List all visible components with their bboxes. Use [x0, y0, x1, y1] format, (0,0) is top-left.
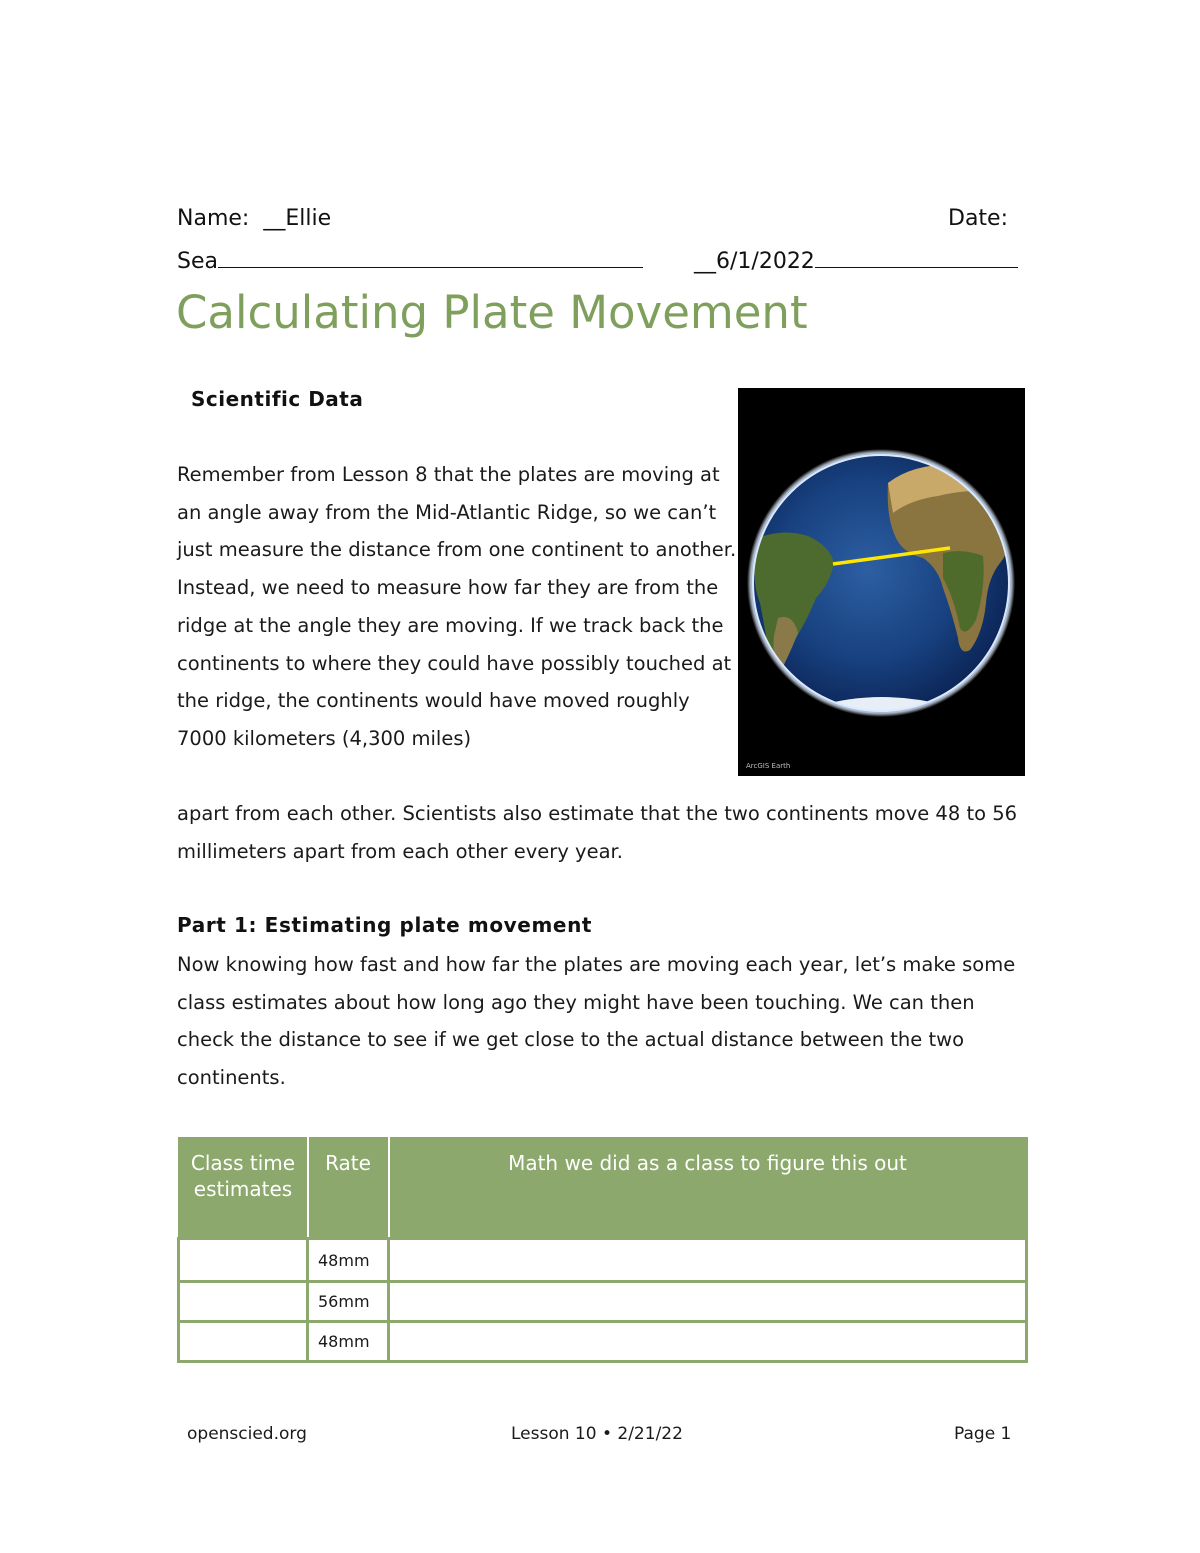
name-date-row: [177, 204, 1025, 234]
name-value: __Ellie: [263, 206, 332, 231]
header-rate: Rate: [308, 1138, 389, 1239]
estimates-table: [177, 1137, 1028, 1363]
part1-heading: Part 1: Estimating plate movement: [177, 913, 593, 937]
date-field: [694, 245, 1018, 277]
globe-illustration: [738, 388, 1025, 776]
estimate-cell[interactable]: [179, 1282, 308, 1322]
scientific-data-paragraph-continued: apart from each other. Scientists also estimate that the two continents move 48 to 56 millimeters apart from each other every year.: [177, 802, 1018, 863]
rate-cell: 56mm: [308, 1282, 389, 1322]
math-cell[interactable]: [389, 1322, 1027, 1362]
estimate-cell[interactable]: [179, 1239, 308, 1282]
part1-paragraph: Now knowing how fast and how far the plates are moving each year, let’s make some class estimates about how long ago they might have been touching. We can then check the distance to see if we get close to the actual distance between the two continents.: [177, 953, 1016, 1090]
footer-site: openscied.org: [187, 1424, 307, 1444]
header-math: Math we did as a class to figure this out: [389, 1138, 1027, 1239]
page-title: Calculating Plate Movement: [176, 286, 808, 339]
table-row: [179, 1282, 1027, 1322]
rate-cell: 48mm: [308, 1239, 389, 1282]
header-class-time-estimates: Class time estimates: [179, 1138, 308, 1239]
scientific-data-heading: Scientific Data: [191, 387, 364, 411]
table-row: [179, 1239, 1027, 1282]
math-cell[interactable]: [389, 1239, 1027, 1282]
footer-page-number: Page 1: [954, 1424, 1012, 1444]
image-credit: ArcGIS Earth: [746, 762, 791, 770]
math-cell[interactable]: [389, 1282, 1027, 1322]
name-underline: [218, 245, 643, 268]
globe-image: [738, 388, 1025, 776]
date-underline: [815, 245, 1018, 268]
estimate-cell[interactable]: [179, 1322, 308, 1362]
date-label: Date:: [948, 206, 1008, 231]
date-value: __6/1/2022: [694, 249, 815, 274]
name-value-continued: Sea: [177, 249, 218, 274]
table-row: [179, 1322, 1027, 1362]
name-date-line-continued: [177, 245, 1025, 277]
name-label: Name:: [177, 206, 250, 231]
table-header-row: [179, 1138, 1027, 1239]
footer-lesson: Lesson 10 • 2/21/22: [511, 1424, 683, 1444]
scientific-data-paragraph: Remember from Lesson 8 that the plates are moving at an angle away from the Mid-Atlantic Ridge, so we can’t just measure the distance from one continent to another. Instead, we need to measure how far they are from the ridge at the angle they are moving. If we track back the continents to where they could have possibly touched at the ridge, the continents would have moved roughly 7000 kilometers (4,300 miles): [177, 463, 737, 750]
rate-cell: 48mm: [308, 1322, 389, 1362]
